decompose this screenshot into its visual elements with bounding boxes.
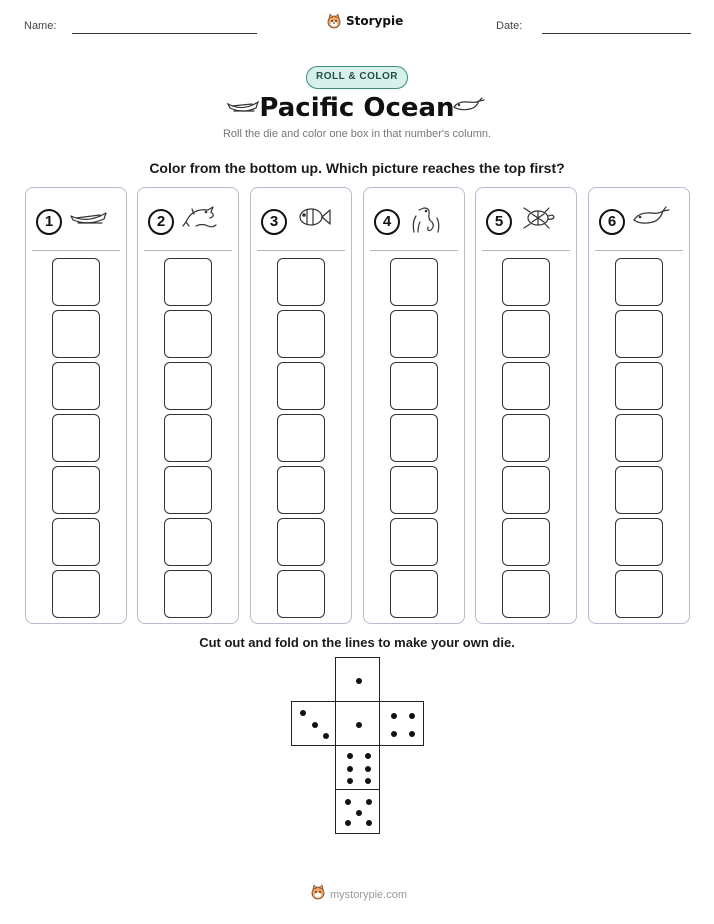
name-label: Name: [24, 20, 57, 32]
color-box[interactable] [502, 414, 550, 462]
column-3 [250, 187, 352, 624]
dolphin-icon [180, 204, 222, 239]
color-box[interactable] [164, 310, 212, 358]
color-box[interactable] [615, 258, 663, 306]
color-box[interactable] [390, 258, 438, 306]
color-box[interactable] [615, 518, 663, 566]
die-face-5 [335, 789, 380, 834]
color-box[interactable] [502, 258, 550, 306]
fish-icon [293, 204, 335, 239]
die-pip [345, 820, 351, 826]
color-box[interactable] [615, 362, 663, 410]
die-pip [347, 753, 353, 759]
column-2 [137, 187, 239, 624]
column-header [261, 204, 335, 239]
whale-icon [452, 96, 486, 121]
name-line[interactable] [72, 33, 257, 34]
color-box[interactable] [502, 570, 550, 618]
column-number: 3 [261, 209, 287, 235]
color-box[interactable] [52, 570, 100, 618]
outrigger-canoe-icon [68, 204, 110, 239]
column-header [599, 204, 673, 239]
page-title: Pacific Ocean [259, 93, 455, 123]
subtitle: Roll the die and color one box in that number's column. [222, 128, 492, 140]
instruction: Color from the bottom up. Which picture reaches the top first? [149, 160, 565, 176]
die-face-4 [379, 701, 424, 746]
die-face-3 [291, 701, 336, 746]
die-pip [365, 766, 371, 772]
color-box[interactable] [52, 518, 100, 566]
die-pip [347, 778, 353, 784]
column-6 [588, 187, 690, 624]
color-box[interactable] [164, 570, 212, 618]
die-instruction: Cut out and fold on the lines to make your own die. [199, 635, 515, 650]
die-pip [356, 678, 362, 684]
color-box[interactable] [615, 570, 663, 618]
die-face-6 [335, 745, 380, 790]
color-box[interactable] [277, 570, 325, 618]
column-number: 6 [599, 209, 625, 235]
die-pip [312, 722, 318, 728]
die-pip [300, 710, 306, 716]
column-number: 4 [374, 209, 400, 235]
column-header [374, 204, 448, 239]
date-label: Date: [496, 20, 523, 32]
column-divider [595, 250, 683, 251]
color-box[interactable] [277, 414, 325, 462]
color-box[interactable] [390, 414, 438, 462]
color-box[interactable] [52, 310, 100, 358]
die-pip [365, 778, 371, 784]
color-box[interactable] [390, 466, 438, 514]
color-box[interactable] [390, 362, 438, 410]
color-box[interactable] [164, 258, 212, 306]
column-5 [475, 187, 577, 624]
die-pip [366, 799, 372, 805]
brand-name: Storypie [346, 14, 404, 28]
column-divider [482, 250, 570, 251]
die-pip [323, 733, 329, 739]
footer-url[interactable]: mystorypie.com [330, 888, 408, 901]
die-pip [347, 766, 353, 772]
color-box[interactable] [502, 310, 550, 358]
color-box[interactable] [277, 258, 325, 306]
column-divider [32, 250, 120, 251]
seahorse-icon [406, 204, 448, 239]
die-pip [345, 799, 351, 805]
color-box[interactable] [164, 518, 212, 566]
color-box[interactable] [52, 414, 100, 462]
color-box[interactable] [52, 258, 100, 306]
die-pip [356, 722, 362, 728]
color-box[interactable] [277, 310, 325, 358]
color-box[interactable] [390, 518, 438, 566]
color-box[interactable] [615, 466, 663, 514]
die-face-1 [335, 701, 380, 746]
color-box[interactable] [390, 310, 438, 358]
color-box[interactable] [615, 414, 663, 462]
column-header [36, 204, 110, 239]
color-box[interactable] [502, 518, 550, 566]
column-divider [370, 250, 458, 251]
die-pip [365, 753, 371, 759]
die-face-1 [335, 657, 380, 702]
color-box[interactable] [164, 466, 212, 514]
column-1 [25, 187, 127, 624]
die-pip [409, 713, 415, 719]
column-divider [144, 250, 232, 251]
column-number: 1 [36, 209, 62, 235]
sea-turtle-icon [518, 204, 560, 239]
column-4 [363, 187, 465, 624]
color-box[interactable] [277, 362, 325, 410]
color-box[interactable] [615, 310, 663, 358]
color-box[interactable] [277, 518, 325, 566]
brand [326, 13, 403, 29]
column-header [148, 204, 222, 239]
die-pip [356, 810, 362, 816]
column-number: 5 [486, 209, 512, 235]
date-line[interactable] [542, 33, 691, 34]
whale-icon [631, 204, 673, 239]
color-box[interactable] [502, 362, 550, 410]
color-box[interactable] [164, 414, 212, 462]
color-box[interactable] [52, 466, 100, 514]
die-pip [391, 731, 397, 737]
color-box[interactable] [277, 466, 325, 514]
activity-tag: ROLL & COLOR [306, 66, 408, 89]
column-divider [257, 250, 345, 251]
column-number: 2 [148, 209, 174, 235]
die-pip [391, 713, 397, 719]
color-box[interactable] [164, 362, 212, 410]
footer [310, 884, 407, 905]
color-box[interactable] [390, 570, 438, 618]
fox-mascot-icon [310, 884, 326, 905]
die-pip [409, 731, 415, 737]
color-box[interactable] [502, 466, 550, 514]
color-box[interactable] [52, 362, 100, 410]
fox-mascot-icon [326, 13, 342, 29]
column-header [486, 204, 560, 239]
die-pip [366, 820, 372, 826]
